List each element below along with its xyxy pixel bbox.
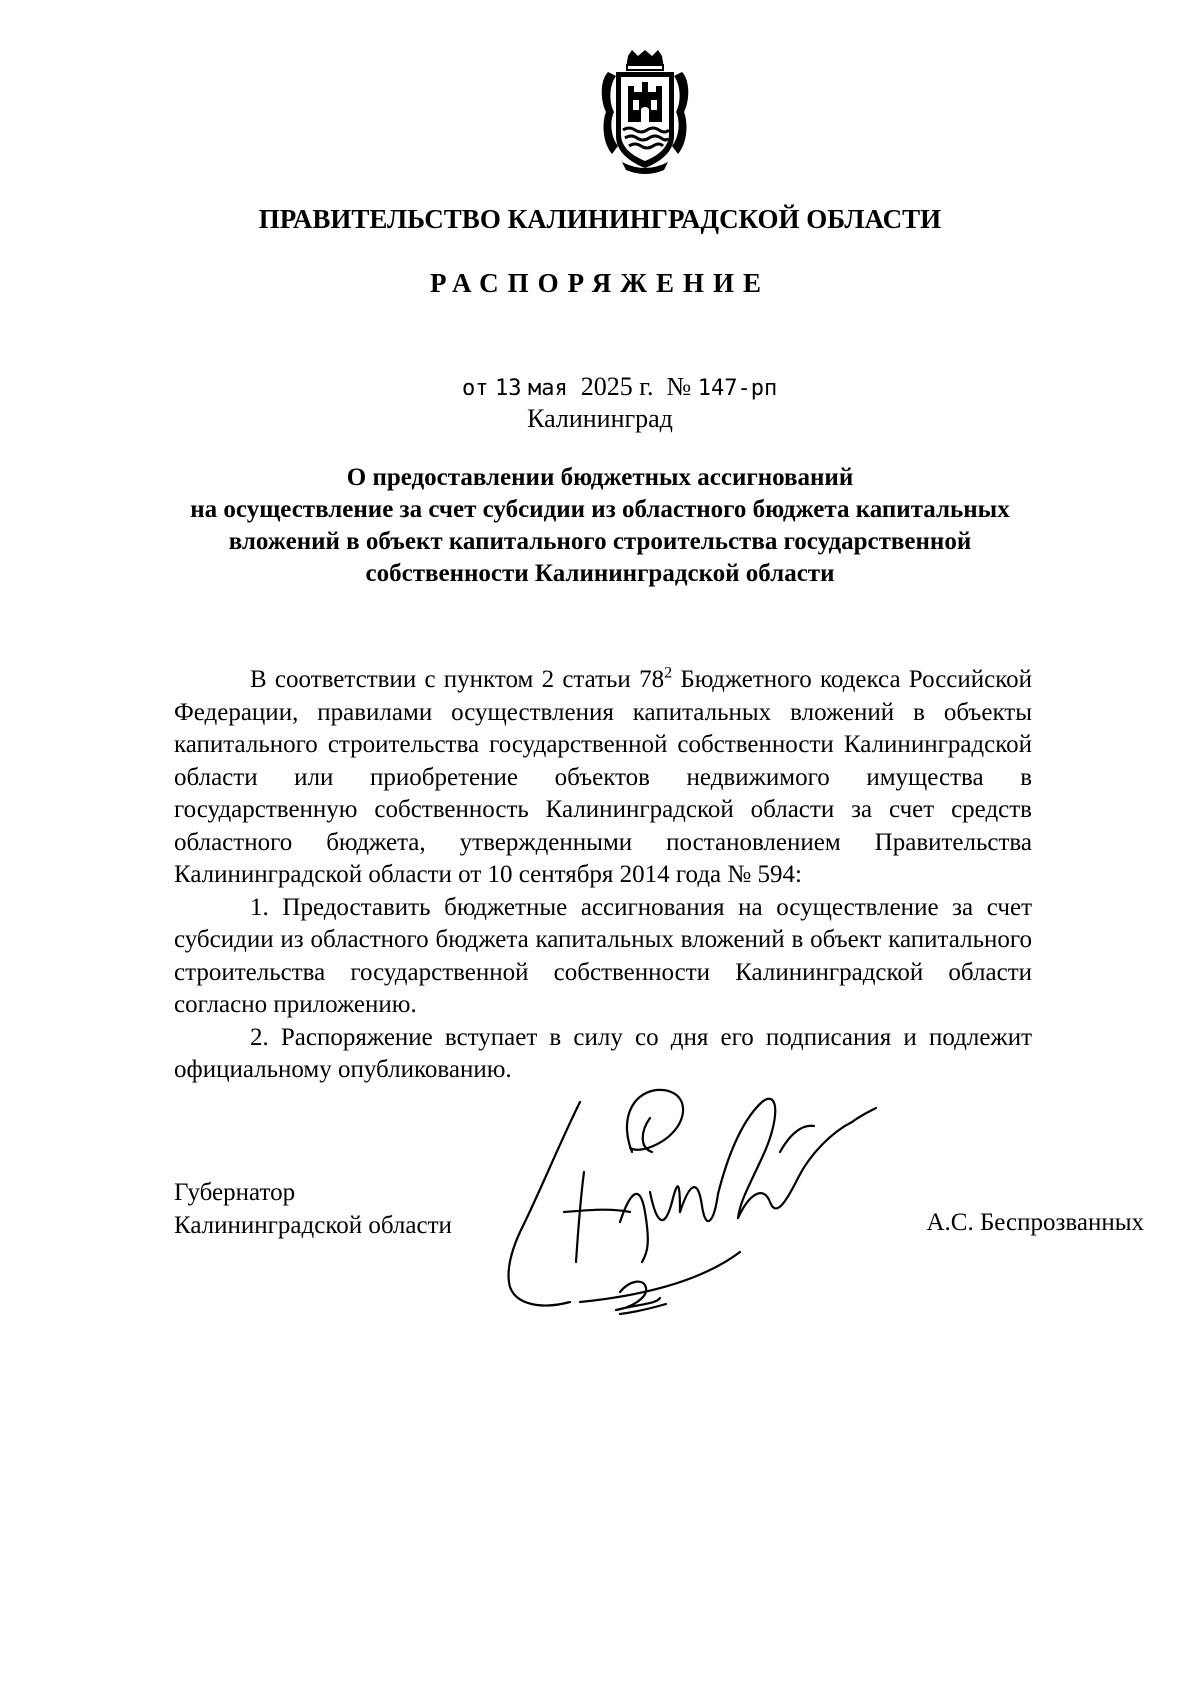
preamble-paragraph: В соответствии с пунктом 2 статьи $78^2$ Бюджетного кодекса Российской Федерации, правилами осуществления капитальных вложений в объекты капитального строительства государственной собственности Калининградской области или приобретение объектов недвижимого имущества в государственную собственность Калининградской области за счет средств областного бюджета, утвержденными постановлением Правительства Калининградской области от 10 сентября 2014 года № 594: [174, 664, 1033, 888]
document-body [174, 664, 1032, 1087]
issue-place: Калининград [527, 404, 673, 433]
subject-line: О предоставлении бюджетных ассигнований [346, 464, 854, 491]
subject-line: на осуществление за счет субсидии из областного бюджета капитальных [190, 496, 1010, 523]
handwritten-signature [480, 1082, 920, 1322]
date-year: 2025 г. [580, 372, 654, 401]
signer-position-line: Калининградской области [174, 1212, 452, 1239]
subject-line: собственности Калининградской области [365, 560, 835, 587]
document-date-number [462, 372, 777, 402]
number-sign: № [666, 372, 692, 401]
date-month: мая [528, 376, 568, 401]
document-number: 147-рп [697, 376, 778, 401]
coat-of-arms-emblem [598, 50, 692, 174]
superscript: 2 [664, 664, 673, 682]
document-type: РАСПОРЯЖЕНИЕ [429, 268, 771, 298]
date-day: 13 [495, 376, 522, 401]
government-title: ПРАВИТЕЛЬСТВО КАЛИНИНГРАДСКОЙ ОБЛАСТИ [258, 204, 942, 234]
subject-line: вложений в объект капитального строительства государственной [228, 528, 972, 555]
signer-position-line: Губернатор [174, 1179, 296, 1206]
item-1-paragraph: 1. Предоставить бюджетные ассигнования на осуществление за счет субсидии из областного бюджета капитальных вложений в объект капитального строительства государственной собственности Калининградской области согласно приложению. [174, 893, 1032, 1018]
document-subject [170, 462, 1030, 590]
item-2-paragraph: 2. Распоряжение вступает в силу со дня его подписания и подлежит официальному опубликованию. [174, 1023, 1032, 1083]
signer-position [174, 1176, 452, 1242]
signer-name: А.С. Беспрозванных [926, 1209, 1144, 1236]
date-prefix: от [462, 376, 489, 401]
